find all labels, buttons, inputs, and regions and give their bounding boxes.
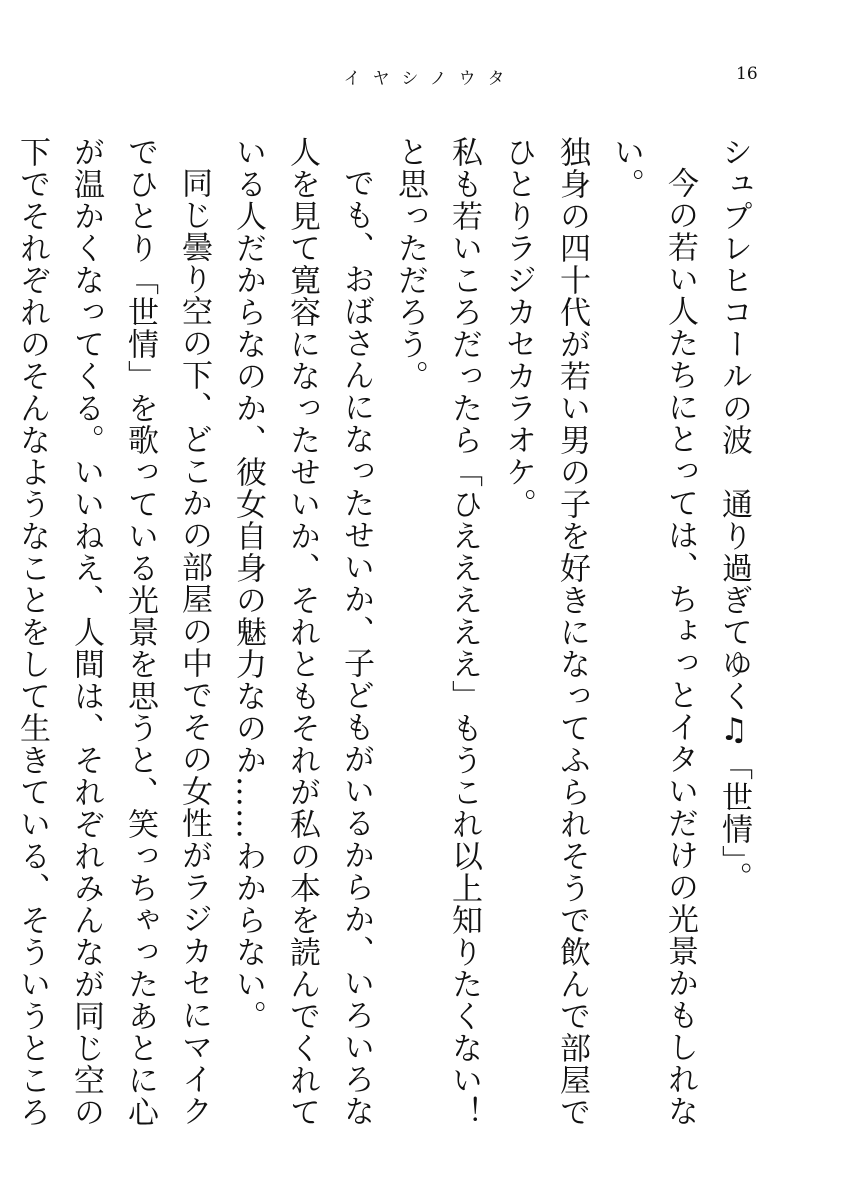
paragraph: 同じ曇り空の下、どこかの部屋の中でその女性がラジカセにマイクでひとり「世情」を歌っている光景を思うと、笑っちゃったあとに心が温かくなってくる。いいねえ、人間は、それぞれみんなが同じ空の下でそれぞれのそんなようなことをして生きている、そういうところ: [14, 136, 212, 1128]
page-number: 16: [736, 64, 758, 84]
body-text: [0, 136, 761, 1160]
paragraph: 独身の四十代が若い男の子を好きになってふられそうで飲んで部屋でひとりラジカセカラオケ。: [500, 136, 590, 1128]
running-header-title: イヤシノウタ: [343, 69, 517, 89]
paragraph: でも、おばさんになったせいか、子どもがいるからか、いろいろな人を見て寛容になったせいか、それともそれが私の本を読んでくれている人だからなのか、彼女自身の魅力なのか……わからない。: [230, 136, 374, 1128]
paragraph: 今の若い人たちにとっては、ちょっとイタいだけの光景かもしれない。: [608, 136, 698, 1127]
paragraph: シュプレヒコールの波 通り過ぎてゆく♫「世情」。: [716, 136, 752, 894]
paragraph: 私も若いころだったら「ひえええええ」もうこれ以上知りたくない！ と思っただろう。: [392, 136, 482, 1160]
